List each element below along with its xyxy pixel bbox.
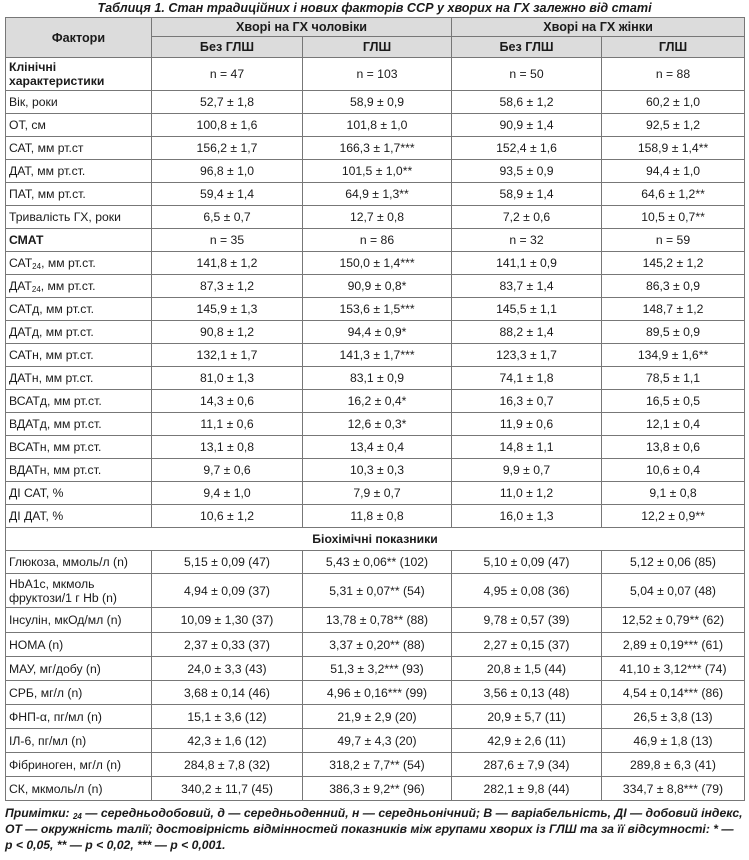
table-row [6, 681, 745, 705]
value-cell: 41,10 ± 3,12*** (74) [602, 657, 745, 681]
value-cell: 10,3 ± 0,3 [303, 459, 452, 482]
value-cell: 6,5 ± 0,7 [152, 206, 303, 229]
value-cell: 96,8 ± 1,0 [152, 160, 303, 183]
value-cell: 123,3 ± 1,7 [452, 344, 602, 367]
value-cell: 5,15 ± 0,09 (47) [152, 551, 303, 574]
value-cell: 4,94 ± 0,09 (37) [152, 574, 303, 608]
factor-name: ДІ САТ, % [6, 482, 152, 505]
value-cell: 134,9 ± 1,6** [602, 344, 745, 367]
factor-name: ВСАТд, мм рт.ст. [6, 390, 152, 413]
factor-name: САТ, мм рт.ст [6, 137, 152, 160]
value-cell: 89,5 ± 0,9 [602, 321, 745, 344]
factor-name: Інсулін, мкОд/мл (n) [6, 608, 152, 633]
value-cell: 20,9 ± 5,7 (11) [452, 705, 602, 729]
value-cell: 148,7 ± 1,2 [602, 298, 745, 321]
factor-name: Тривалість ГХ, роки [6, 206, 152, 229]
value-cell: 152,4 ± 1,6 [452, 137, 602, 160]
value-cell: 12,7 ± 0,8 [303, 206, 452, 229]
factor-name: ІЛ-6, пг/мл (n) [6, 729, 152, 753]
value-cell: 145,2 ± 1,2 [602, 252, 745, 275]
factor-name: ДІ ДАТ, % [6, 505, 152, 528]
table-row [6, 137, 745, 160]
factor-name: ДАТд, мм рт.ст. [6, 321, 152, 344]
value-cell: 156,2 ± 1,7 [152, 137, 303, 160]
value-cell: 14,3 ± 0,6 [152, 390, 303, 413]
table-row [6, 705, 745, 729]
value-cell: 141,3 ± 1,7*** [303, 344, 452, 367]
value-cell: 5,31 ± 0,07** (54) [303, 574, 452, 608]
value-cell: 11,8 ± 0,8 [303, 505, 452, 528]
factor-name-tail: , мм рт.ст. [41, 256, 96, 270]
section-title: Клінічні характеристики [6, 58, 152, 91]
table-row [6, 459, 745, 482]
factor-name: HOMA (n) [6, 633, 152, 657]
value-cell: 5,04 ± 0,07 (48) [602, 574, 745, 608]
value-cell: 10,09 ± 1,30 (37) [152, 608, 303, 633]
value-cell: 24,0 ± 3,3 (43) [152, 657, 303, 681]
table-row [6, 608, 745, 633]
value-cell: 2,37 ± 0,33 (37) [152, 633, 303, 657]
factor-name: ВДАТн, мм рт.ст. [6, 459, 152, 482]
table-body [6, 58, 745, 801]
value-cell: 318,2 ± 7,7** (54) [303, 753, 452, 777]
factor-name [6, 252, 152, 275]
men-lvh-header: ГЛШ [303, 37, 452, 58]
value-cell: 49,7 ± 4,3 (20) [303, 729, 452, 753]
value-cell: 5,12 ± 0,06 (85) [602, 551, 745, 574]
value-cell: 141,8 ± 1,2 [152, 252, 303, 275]
value-cell: 42,3 ± 1,6 (12) [152, 729, 303, 753]
clinical-section-row [6, 58, 745, 91]
value-cell: 9,1 ± 0,8 [602, 482, 745, 505]
smat-section-row [6, 229, 745, 252]
value-cell: 101,5 ± 1,0** [303, 160, 452, 183]
table-row [6, 390, 745, 413]
notes-text: — середньодобовий, д — середньоденний, н — середньонічний; В — варіабельність, ДІ — добовий індекс, ОТ — окружність талії; достовірність відмінностей показників між групами хворих із ГЛШ та за її відсутності: * — p < 0,05, ** — p < 0,02, *** — p < 0,001. [5, 806, 743, 852]
value-cell: 12,1 ± 0,4 [602, 413, 745, 436]
value-cell: 90,8 ± 1,2 [152, 321, 303, 344]
value-cell: 282,1 ± 9,8 (44) [452, 777, 602, 801]
value-cell: 11,1 ± 0,6 [152, 413, 303, 436]
table-row [6, 114, 745, 137]
n-value: n = 103 [303, 58, 452, 91]
n-value: n = 50 [452, 58, 602, 91]
value-cell: 88,2 ± 1,4 [452, 321, 602, 344]
value-cell: 7,2 ± 0,6 [452, 206, 602, 229]
factor-name: ВДАТд, мм рт.ст. [6, 413, 152, 436]
value-cell: 3,56 ± 0,13 (48) [452, 681, 602, 705]
value-cell: 16,3 ± 0,7 [452, 390, 602, 413]
factor-name: ДАТн, мм рт.ст. [6, 367, 152, 390]
table-row [6, 436, 745, 459]
n-value: n = 88 [602, 58, 745, 91]
table-row [6, 729, 745, 753]
value-cell: 58,9 ± 1,4 [452, 183, 602, 206]
factor-name [6, 275, 152, 298]
value-cell: 150,0 ± 1,4*** [303, 252, 452, 275]
n-value: n = 86 [303, 229, 452, 252]
n-value: n = 47 [152, 58, 303, 91]
factor-name: ОТ, см [6, 114, 152, 137]
factor-name: Вік, роки [6, 91, 152, 114]
table-row [6, 298, 745, 321]
value-cell: 87,3 ± 1,2 [152, 275, 303, 298]
factor-name-base: САТ [9, 256, 33, 270]
factor-name-tail: , мм рт.ст. [40, 279, 96, 293]
table-row [6, 633, 745, 657]
factor-name-base: ДАТ [9, 279, 32, 293]
factor-name: САТд, мм рт.ст. [6, 298, 152, 321]
factor-name: СРБ, мг/л (n) [6, 681, 152, 705]
factor-name-sub: 24 [32, 262, 42, 271]
value-cell: 153,6 ± 1,5*** [303, 298, 452, 321]
value-cell: 93,5 ± 0,9 [452, 160, 602, 183]
value-cell: 4,95 ± 0,08 (36) [452, 574, 602, 608]
value-cell: 10,6 ± 1,2 [152, 505, 303, 528]
n-value: n = 59 [602, 229, 745, 252]
value-cell: 90,9 ± 0,8* [303, 275, 452, 298]
value-cell: 13,8 ± 0,6 [602, 436, 745, 459]
table-row [6, 91, 745, 114]
value-cell: 42,9 ± 2,6 (11) [452, 729, 602, 753]
value-cell: 81,0 ± 1,3 [152, 367, 303, 390]
factor-name: ВСАТн, мм рт.ст. [6, 436, 152, 459]
table-caption: Таблиця 1. Стан традиційних і нових факторів ССР у хворих на ГХ залежно від статі [97, 1, 652, 15]
men-no-lvh-header: Без ГЛШ [152, 37, 303, 58]
table-notes [5, 805, 744, 853]
notes-sub: 24 [72, 812, 82, 821]
value-cell: 132,1 ± 1,7 [152, 344, 303, 367]
value-cell: 2,27 ± 0,15 (37) [452, 633, 602, 657]
factor-name: Фібриноген, мг/л (n) [6, 753, 152, 777]
factor-name: ДАТ, мм рт.ст. [6, 160, 152, 183]
value-cell: 4,96 ± 0,16*** (99) [303, 681, 452, 705]
table-row [6, 160, 745, 183]
value-cell: 340,2 ± 11,7 (45) [152, 777, 303, 801]
table-row [6, 551, 745, 574]
women-no-lvh-header: Без ГЛШ [452, 37, 602, 58]
bio-section-row [6, 528, 745, 551]
value-cell: 58,6 ± 1,2 [452, 91, 602, 114]
table-row [6, 183, 745, 206]
value-cell: 83,1 ± 0,9 [303, 367, 452, 390]
value-cell: 83,7 ± 1,4 [452, 275, 602, 298]
n-value: n = 32 [452, 229, 602, 252]
women-lvh-header: ГЛШ [602, 37, 745, 58]
table-row [6, 413, 745, 436]
value-cell: 14,8 ± 1,1 [452, 436, 602, 459]
table-row [6, 777, 745, 801]
men-header: Хворі на ГХ чоловіки [152, 18, 452, 37]
value-cell: 78,5 ± 1,1 [602, 367, 745, 390]
value-cell: 51,3 ± 3,2*** (93) [303, 657, 452, 681]
value-cell: 10,6 ± 0,4 [602, 459, 745, 482]
value-cell: 13,1 ± 0,8 [152, 436, 303, 459]
value-cell: 9,7 ± 0,6 [152, 459, 303, 482]
value-cell: 64,6 ± 1,2** [602, 183, 745, 206]
value-cell: 52,7 ± 1,8 [152, 91, 303, 114]
value-cell: 92,5 ± 1,2 [602, 114, 745, 137]
value-cell: 13,78 ± 0,78** (88) [303, 608, 452, 633]
table-row [6, 344, 745, 367]
notes-label: Примітки: [5, 806, 73, 820]
value-cell: 100,8 ± 1,6 [152, 114, 303, 137]
section-title: СМАТ [6, 229, 152, 252]
table-row [6, 505, 745, 528]
table-row [6, 321, 745, 344]
value-cell: 46,9 ± 1,8 (13) [602, 729, 745, 753]
value-cell: 16,0 ± 1,3 [452, 505, 602, 528]
value-cell: 11,0 ± 1,2 [452, 482, 602, 505]
value-cell: 12,6 ± 0,3* [303, 413, 452, 436]
value-cell: 4,54 ± 0,14*** (86) [602, 681, 745, 705]
factor-name: СК, мкмоль/л (n) [6, 777, 152, 801]
factor-name: ФНП-α, пг/мл (n) [6, 705, 152, 729]
value-cell: 16,2 ± 0,4* [303, 390, 452, 413]
factor-name: HbA1c, мкмоль фруктози/1 г Hb (n) [6, 574, 152, 608]
value-cell: 64,9 ± 1,3** [303, 183, 452, 206]
table-row [6, 252, 745, 275]
value-cell: 145,5 ± 1,1 [452, 298, 602, 321]
value-cell: 284,8 ± 7,8 (32) [152, 753, 303, 777]
value-cell: 5,10 ± 0,09 (47) [452, 551, 602, 574]
factor-name: МАУ, мг/добу (n) [6, 657, 152, 681]
value-cell: 287,6 ± 7,9 (34) [452, 753, 602, 777]
table-row [6, 206, 745, 229]
value-cell: 20,8 ± 1,5 (44) [452, 657, 602, 681]
factor-name: ПАТ, мм рт.ст. [6, 183, 152, 206]
value-cell: 3,68 ± 0,14 (46) [152, 681, 303, 705]
value-cell: 74,1 ± 1,8 [452, 367, 602, 390]
value-cell: 289,8 ± 6,3 (41) [602, 753, 745, 777]
value-cell: 59,4 ± 1,4 [152, 183, 303, 206]
factors-header: Фактори [6, 18, 152, 58]
n-value: n = 35 [152, 229, 303, 252]
table-row [6, 753, 745, 777]
value-cell: 9,4 ± 1,0 [152, 482, 303, 505]
value-cell: 145,9 ± 1,3 [152, 298, 303, 321]
section-title: Біохімічні показники [6, 528, 745, 551]
value-cell: 60,2 ± 1,0 [602, 91, 745, 114]
value-cell: 86,3 ± 0,9 [602, 275, 745, 298]
value-cell: 21,9 ± 2,9 (20) [303, 705, 452, 729]
table-row [6, 657, 745, 681]
value-cell: 94,4 ± 1,0 [602, 160, 745, 183]
value-cell: 15,1 ± 3,6 (12) [152, 705, 303, 729]
value-cell: 166,3 ± 1,7*** [303, 137, 452, 160]
value-cell: 141,1 ± 0,9 [452, 252, 602, 275]
table-row [6, 574, 745, 608]
value-cell: 58,9 ± 0,9 [303, 91, 452, 114]
value-cell: 11,9 ± 0,6 [452, 413, 602, 436]
value-cell: 158,9 ± 1,4** [602, 137, 745, 160]
value-cell: 13,4 ± 0,4 [303, 436, 452, 459]
women-header: Хворі на ГХ жінки [452, 18, 745, 37]
data-table [5, 17, 745, 801]
value-cell: 90,9 ± 1,4 [452, 114, 602, 137]
value-cell: 386,3 ± 9,2** (96) [303, 777, 452, 801]
value-cell: 94,4 ± 0,9* [303, 321, 452, 344]
value-cell: 9,78 ± 0,57 (39) [452, 608, 602, 633]
value-cell: 12,2 ± 0,9** [602, 505, 745, 528]
value-cell: 5,43 ± 0,06** (102) [303, 551, 452, 574]
value-cell: 10,5 ± 0,7** [602, 206, 745, 229]
value-cell: 26,5 ± 3,8 (13) [602, 705, 745, 729]
table-row [6, 367, 745, 390]
factor-name-sub: 24 [31, 285, 41, 294]
value-cell: 9,9 ± 0,7 [452, 459, 602, 482]
value-cell: 7,9 ± 0,7 [303, 482, 452, 505]
factor-name: САТн, мм рт.ст. [6, 344, 152, 367]
table-row [6, 482, 745, 505]
value-cell: 334,7 ± 8,8*** (79) [602, 777, 745, 801]
value-cell: 12,52 ± 0,79** (62) [602, 608, 745, 633]
value-cell: 16,5 ± 0,5 [602, 390, 745, 413]
factor-name: Глюкоза, ммоль/л (n) [6, 551, 152, 574]
value-cell: 3,37 ± 0,20** (88) [303, 633, 452, 657]
table-row [6, 275, 745, 298]
value-cell: 101,8 ± 1,0 [303, 114, 452, 137]
value-cell: 2,89 ± 0,19*** (61) [602, 633, 745, 657]
